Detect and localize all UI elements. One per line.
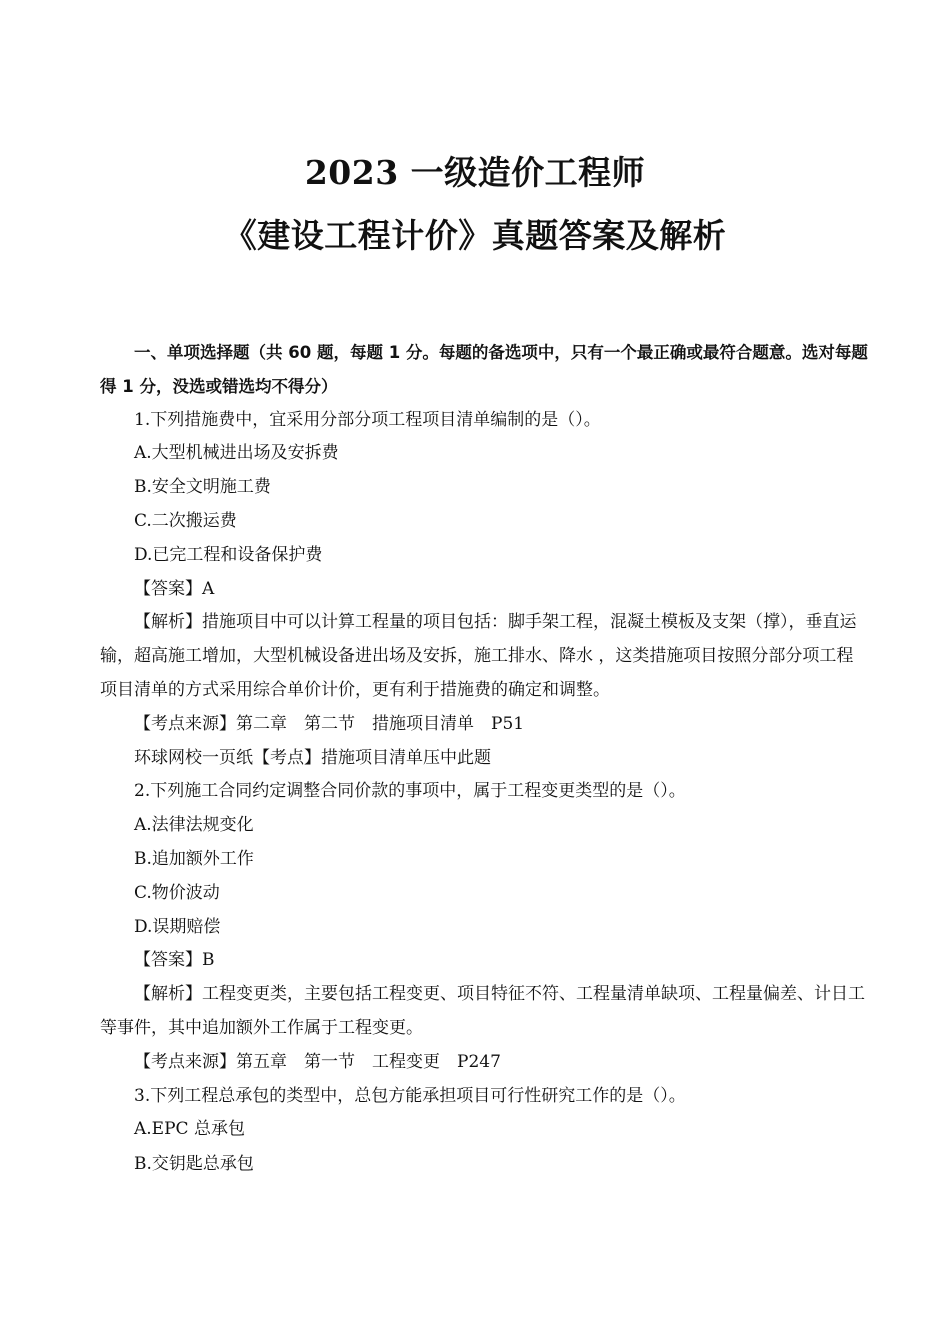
q1-answer: 【答案】A (134, 578, 215, 599)
q1-option-c: C.二次搬运费 (134, 510, 237, 531)
q1-stem: 1.下列措施费中，宜采用分部分项工程项目清单编制的是（）。 (134, 409, 601, 430)
q1-analysis: 【解析】措施项目中可以计算工程量的项目包括：脚手架工程，混凝土模板及支架（撑），垂直运输，超高施工增加，大型机械设备进出场及安拆，施工排水、降水 ，这类措施项目按照分部分项工程项目清单的方式采用综合单价计价，更有利于措施费的确定和调整。 (100, 612, 857, 700)
q1-source: 【考点来源】第二章 第二节 措施项目清单 P51 (134, 713, 525, 734)
q2-option-d: D.误期赔偿 (134, 916, 221, 937)
q3-stem: 3.下列工程总承包的类型中，总包方能承担项目可行性研究工作的是（）。 (134, 1085, 686, 1106)
q3-option-b: B.交钥匙总承包 (134, 1154, 254, 1175)
q2-answer: 【答案】B (134, 950, 215, 971)
q3-option-a: A.EPC 总承包 (134, 1119, 245, 1140)
q2-option-a: A.法律法规变化 (134, 815, 254, 836)
q1-option-a: A.大型机械进出场及安拆费 (134, 443, 339, 464)
document-title-line2: 《建设工程计价》真题答案及解析 (223, 216, 727, 255)
q2-option-c: C.物价波动 (134, 882, 220, 903)
q1-option-d: D.已完工程和设备保护费 (134, 544, 323, 565)
section-heading: 一、单项选择题（共 60 题，每题 1 分。每题的备选项中，只有一个最正确或最符合题意。选对每题得 1 分，没选或错选均不得分） (100, 343, 868, 396)
q2-source: 【考点来源】第五章 第一节 工程变更 P247 (134, 1051, 501, 1072)
document-body (100, 336, 870, 1181)
q1-option-b: B.安全文明施工费 (134, 477, 271, 498)
q2-analysis: 【解析】工程变更类，主要包括工程变更、项目特征不符、工程量清单缺项、工程量偏差、计日工等事件，其中追加额外工作属于工程变更。 (100, 984, 865, 1038)
q2-option-b: B.追加额外工作 (134, 848, 254, 869)
document-title-line1: 2023 一级造价工程师 (304, 153, 646, 192)
q2-stem: 2.下列施工合同约定调整合同价款的事项中，属于工程变更类型的是（）。 (134, 781, 686, 802)
q1-note: 环球网校一页纸【考点】措施项目清单压中此题 (134, 747, 491, 768)
